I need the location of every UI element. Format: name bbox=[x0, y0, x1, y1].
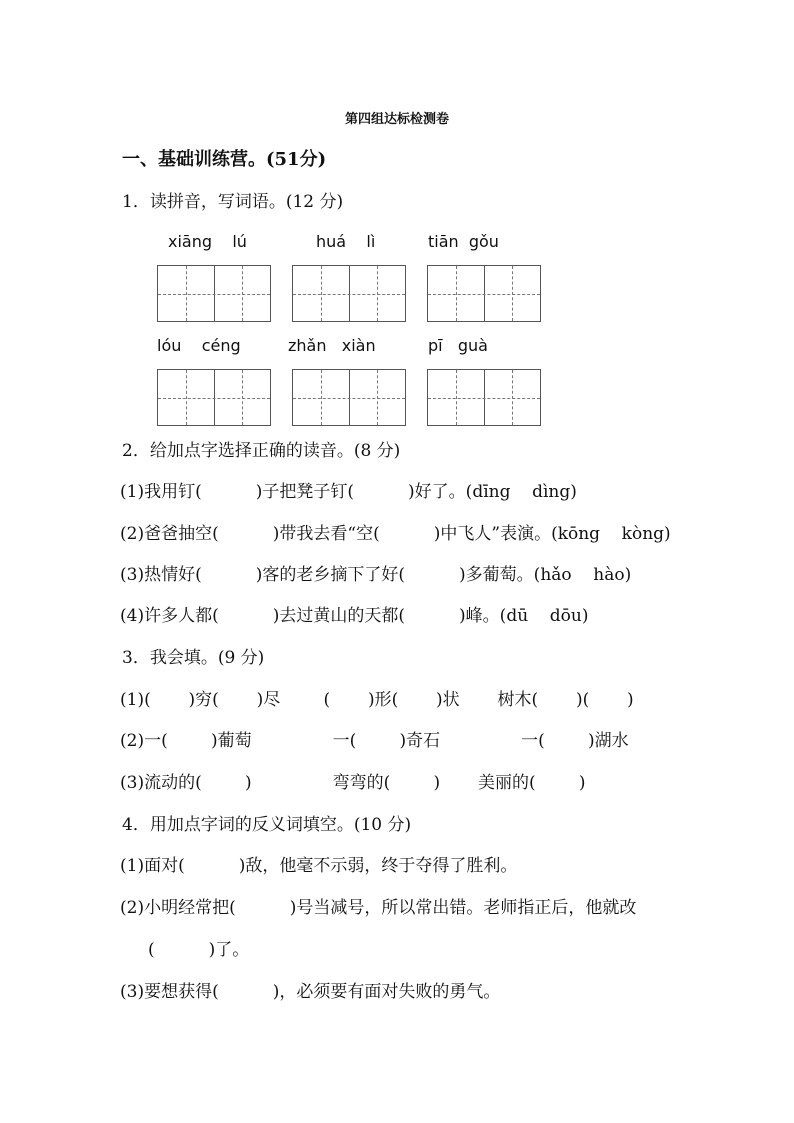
question-2-heading: 2．给加点字选择正确的读音。(8 分) bbox=[122, 441, 401, 461]
question-4-item-3: (3)要想获得( )，必须要有面对失败的勇气。 bbox=[120, 982, 501, 1002]
question-3-heading: 3．我会填。(9 分) bbox=[122, 648, 265, 668]
writing-grid-6[interactable] bbox=[427, 369, 541, 426]
pinyin-2: huá lì bbox=[316, 232, 376, 251]
question-4-item-2-continued: ( )了。 bbox=[148, 940, 250, 960]
question-1-heading: 1．读拼音，写词语。(12 分) bbox=[122, 192, 344, 212]
question-4-heading: 4．用加点字词的反义词填空。(10 分) bbox=[122, 815, 412, 835]
writing-grid-5[interactable] bbox=[292, 369, 406, 426]
writing-grid-4[interactable] bbox=[157, 369, 271, 426]
question-3-item-3: (3)流动的( ) 弯弯的( ) 美丽的( ) bbox=[120, 773, 586, 793]
question-2-item-2: (2)爸爸抽空( )带我去看“空( )中飞人”表演。(kōng kòng) bbox=[120, 524, 671, 544]
pinyin-1: xiāng lú bbox=[168, 232, 247, 251]
writing-grid-3[interactable] bbox=[427, 265, 541, 322]
question-3-item-1: (1)( )穷( )尽 ( )形( )状 树木( )( ) bbox=[120, 690, 634, 710]
question-2-item-3: (3)热情好( )客的老乡摘下了好( )多葡萄。(hǎo hào) bbox=[120, 565, 632, 585]
page-title: 第四组达标检测卷 bbox=[344, 112, 449, 127]
pinyin-5: zhǎn xiàn bbox=[288, 336, 376, 355]
question-2-item-1: (1)我用钉( )子把凳子钉( )好了。(dīng dìng) bbox=[120, 482, 577, 502]
question-2-item-4: (4)许多人都( )去过黄山的天都( )峰。(dū dōu) bbox=[120, 606, 589, 626]
pinyin-6: pī guà bbox=[428, 336, 488, 355]
question-3-item-2: (2)一( )葡萄 一( )奇石 一( )湖水 bbox=[120, 731, 629, 751]
pinyin-3: tiān gǒu bbox=[428, 232, 499, 251]
writing-grid-2[interactable] bbox=[292, 265, 406, 322]
section-heading-basic: 一、基础训练营。(51分) bbox=[122, 149, 327, 170]
writing-grid-1[interactable] bbox=[157, 265, 271, 322]
pinyin-4: lóu céng bbox=[157, 336, 241, 355]
question-4-item-2: (2)小明经常把( )号当减号，所以常出错。老师指正后，他就改 bbox=[120, 898, 637, 918]
question-4-item-1: (1)面对( )敌，他毫不示弱，终于夺得了胜利。 bbox=[120, 856, 518, 876]
